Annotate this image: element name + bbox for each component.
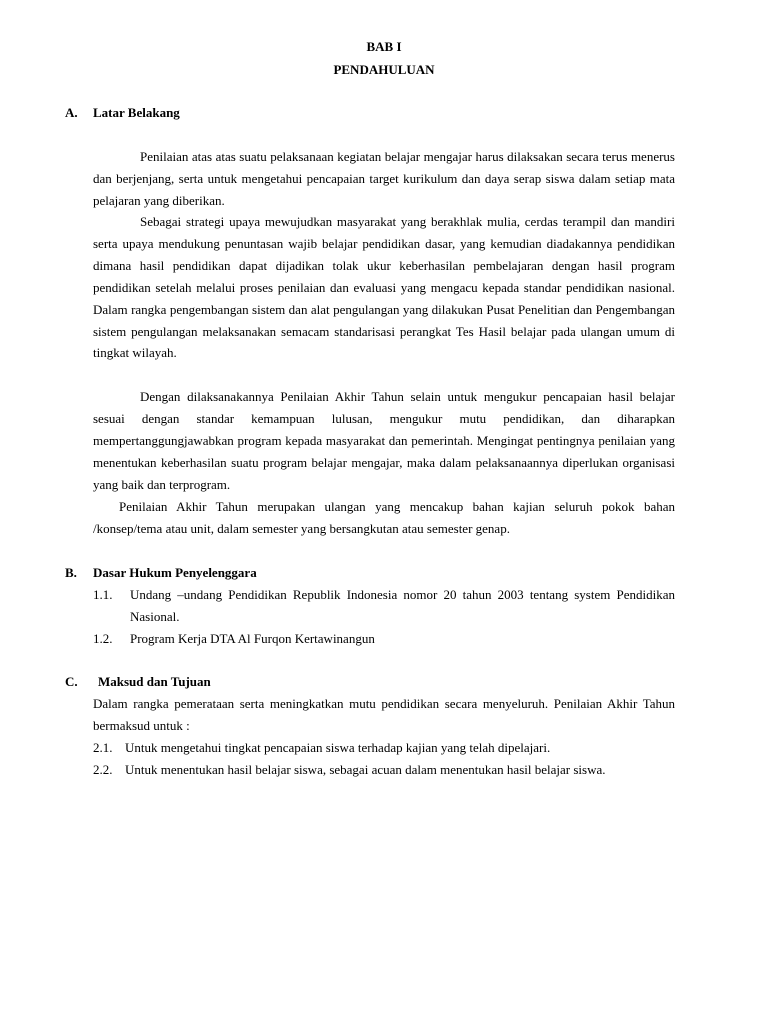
- item-text: Untuk menentukan hasil belajar siswa, sebagai acuan dalam menentukan hasil belajar siswa.: [125, 762, 606, 777]
- section-a-paragraph-1: Penilaian atas atas suatu pelaksanaan kegiatan belajar mengajar harus dilaksakan secara terus menerus dan berjenjang, serta untuk mengetahui pencapaian target kurikulum dan daya serap siswa dalam setiap mata pelajaran yang diberikan.: [93, 149, 675, 208]
- item-number: 2.2.: [93, 762, 113, 777]
- section-b-title: Dasar Hukum Penyelenggara: [93, 565, 257, 580]
- item-text: Undang –undang Pendidikan Republik Indonesia nomor 20 tahun 2003 tentang system Pendidikan Nasional.: [130, 587, 675, 624]
- item-number: 2.1.: [93, 740, 113, 755]
- section-a-heading: [65, 102, 180, 124]
- section-a-paragraph-2: Sebagai strategi upaya mewujudkan masyarakat yang berakhlak mulia, cerdas terampil dan mandiri serta upaya mendukung penuntasan wajib belajar pendidikan dasar, yang kemudian diadakannya pendidikan dimana hasil pendidikan dapat dijadikan tolak ukur keberhasilan pembelajaran dengan hasil program pendidikan setelah melalui proses penilaian dan evaluasi yang mengacu kepada standar pendidikan nasional. Dalam rangka pengembangan sistem dan alat pengulangan yang dilakukan Pusat Penelitian dan Pengembangan sistem pengulangan melaksanakan semacam standarisasi perangkat Tes Hasil belajar pada ulangan umum di tingkat wilayah.: [93, 214, 675, 361]
- section-c-intro: Dalam rangka pemerataan serta meningkatkan mutu pendidikan secara menyeluruh. Penilaian Akhir Tahun bermaksud untuk :: [93, 696, 675, 733]
- section-a-letter: A.: [65, 105, 78, 120]
- section-a-paragraph-3: Dengan dilaksanakannya Penilaian Akhir Tahun selain untuk mengukur pencapaian hasil belajar sesuai dengan standar kemampuan lulusan, mengukur mutu pendidikan, dan diharapkan mempertanggungjawabkan program kepada masyarakat dan pemerintah. Mengingat pentingnya penilaian yang menentukan keberhasilan suatu program belajar mengajar, maka dalam pelaksanaannya diperlukan organisasi yang baik dan terprogram.: [93, 389, 675, 492]
- section-c-title: Maksud dan Tujuan: [98, 674, 211, 689]
- item-number: 1.2.: [93, 631, 113, 646]
- section-b-item: [93, 628, 675, 650]
- item-text: Untuk mengetahui tingkat pencapaian siswa terhadap kajian yang telah dipelajari.: [125, 740, 551, 755]
- section-c-letter: C.: [65, 674, 78, 689]
- section-c-item: [93, 759, 675, 781]
- item-number: 1.1.: [93, 587, 113, 602]
- section-b-letter: B.: [65, 565, 77, 580]
- section-c-heading: [65, 671, 211, 693]
- section-b-item: [93, 584, 675, 628]
- chapter-title: PENDAHULUAN: [333, 62, 435, 77]
- section-b-heading: [65, 562, 257, 584]
- chapter-label: BAB I: [366, 39, 402, 54]
- section-c-item: [93, 737, 675, 759]
- section-a-title: Latar Belakang: [93, 105, 180, 120]
- section-a-paragraph-4: Penilaian Akhir Tahun merupakan ulangan yang mencakup bahan kajian seluruh pokok bahan /konsep/tema atau unit, dalam semester yang bersangkutan atau semester genap.: [93, 499, 675, 536]
- item-text: Program Kerja DTA Al Furqon Kertawinangun: [130, 631, 375, 646]
